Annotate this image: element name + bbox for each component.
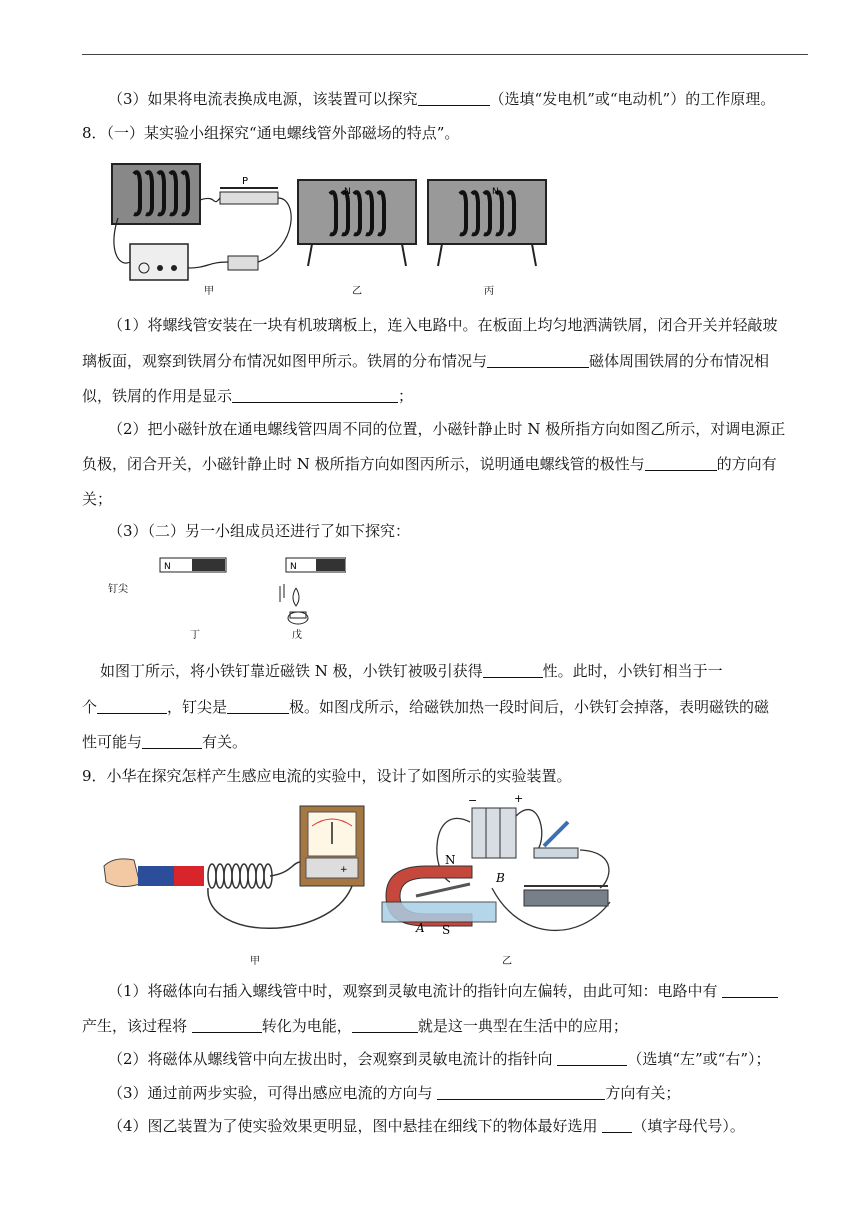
svg-text:P: P — [242, 176, 249, 187]
answer-blank[interactable] — [192, 1016, 262, 1033]
q9-title: 9．小华在探究怎样产生感应电流的实验中，设计了如图所示的实验装置。 — [82, 767, 572, 785]
base-plate — [382, 902, 496, 922]
q9-part1-line2: 产生，该过程将 转化为电能， 就是这一典型在生活中的应用； — [82, 1017, 628, 1035]
svg-text:B: B — [496, 871, 505, 885]
answer-blank[interactable] — [437, 1083, 605, 1100]
caption-bing: 丙 — [484, 286, 494, 297]
answer-blank[interactable] — [645, 454, 717, 471]
q8-part1-line2: 璃板面，观察到铁屑分布情况如图甲所示。铁屑的分布情况与 磁体周围铁屑的分布情况相 — [82, 352, 770, 370]
q8-part2-line3: 关； — [82, 490, 113, 508]
svg-text:N: N — [445, 853, 456, 867]
q9-part2: （2）将磁体从螺线管中向左拔出时，会观察到灵敏电流计的指针向 （选填“左”或“右”）； — [108, 1050, 771, 1068]
answer-blank[interactable] — [557, 1049, 627, 1066]
q9-part4: （4）图乙装置为了使实验效果更明显，图中悬挂在细线下的物体最好选用 （填字母代号）。 — [108, 1117, 745, 1135]
magnet-blue-half — [138, 866, 174, 886]
nail-magnet-figure — [106, 552, 346, 642]
q8-part1-line1: （1）将螺线管安装在一块有机玻璃板上，连入电路中。在板面上均匀地洒满铁屑，闭合开关并轻敲玻 — [108, 316, 778, 334]
svg-text:N: N — [290, 562, 297, 572]
answer-blank[interactable] — [142, 732, 202, 749]
caption-yi: 乙 — [352, 286, 362, 297]
svg-text:+: + — [340, 865, 348, 875]
svg-text:N: N — [344, 187, 351, 197]
answer-blank[interactable] — [487, 351, 589, 368]
svg-text:S: S — [442, 923, 451, 937]
q7-part3: （3）如果将电流表换成电源，该装置可以探究 （选填“发电机”或“电动机”）的工作原理。 — [108, 90, 776, 108]
caption-jia: 甲 — [250, 956, 260, 967]
rheostat — [220, 192, 278, 204]
solenoid-iron-filings-figure — [108, 158, 548, 298]
caption-ding: 丁 — [190, 630, 200, 641]
switch — [534, 848, 578, 858]
answer-blank[interactable] — [418, 89, 490, 106]
battery-pack — [472, 808, 516, 858]
q9-part3: （3）通过前两步实验，可得出感应电流的方向与 方向有关； — [108, 1084, 681, 1102]
answer-blank[interactable] — [232, 386, 398, 403]
q8-part4-line3: 性可能与 有关。 — [82, 733, 248, 751]
q8-part3: （3）（二）另一小组成员还进行了如下探究： — [108, 522, 411, 540]
answer-blank[interactable] — [483, 661, 543, 678]
answer-blank[interactable] — [227, 697, 289, 714]
q8-part4-line1: 如图丁所示，将小铁钉靠近磁铁 N 极，小铁钉被吸引获得 性。此时，小铁钉相当于一 — [100, 662, 723, 680]
answer-blank[interactable] — [97, 697, 167, 714]
q9-part1-line1: （1）将磁体向右插入螺线管中时，观察到灵敏电流计的指针向左偏转，由此可知：电路中有 — [108, 980, 778, 1002]
svg-text:A: A — [416, 921, 425, 935]
answer-blank[interactable] — [352, 1016, 418, 1033]
caption-wu: 戊 — [292, 630, 302, 641]
svg-text:N: N — [492, 187, 499, 197]
induction-apparatus-figure — [100, 792, 620, 972]
caption-yi: 乙 — [502, 956, 512, 967]
hand — [104, 859, 140, 887]
magnet-red-half — [174, 866, 204, 886]
rheostat — [524, 890, 608, 906]
svg-text:N: N — [164, 562, 171, 572]
q8-part2-line2: 负极，闭合开关，小磁针静止时 N 极所指方向如图丙所示，说明通电螺线管的极性与 的方向有 — [82, 455, 777, 473]
header-rule — [82, 54, 808, 55]
q8-part4-line2: 个 ，钉尖是 极。如图戊所示，给磁铁加热一段时间后，小铁钉会掉落，表明磁铁的磁 — [82, 698, 770, 716]
answer-blank[interactable] — [722, 981, 778, 998]
burner — [280, 584, 308, 624]
caption-jia: 甲 — [204, 286, 214, 297]
svg-text:−: − — [468, 794, 478, 807]
svg-text:+: + — [514, 792, 524, 805]
answer-blank[interactable] — [602, 1116, 632, 1133]
rod-ab — [416, 884, 470, 896]
q8-title: 8．（一）某实验小组探究“通电螺线管外部磁场的特点”。 — [82, 124, 460, 142]
nail-tip-label: 钉尖 — [108, 584, 128, 595]
q8-part2-line1: （2）把小磁针放在通电螺线管四周不同的位置，小磁针静止时 N 极所指方向如图乙所示，对调电源正 — [108, 420, 786, 438]
power-supply — [130, 244, 188, 280]
switch — [228, 256, 258, 270]
q8-part1-line3: 似，铁屑的作用是显示 ； — [82, 387, 414, 405]
